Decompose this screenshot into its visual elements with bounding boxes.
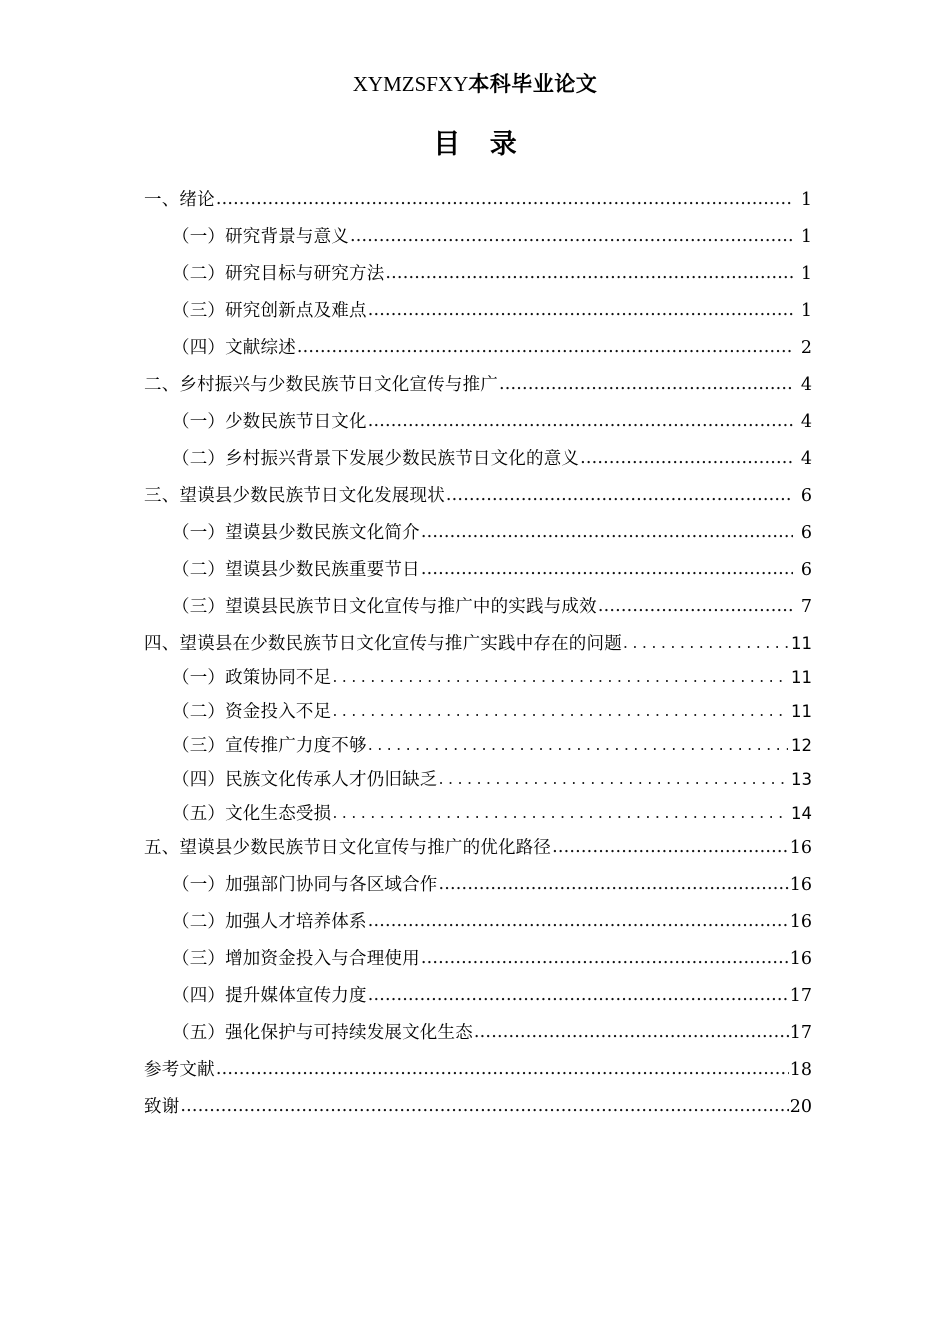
toc-page-number: 4 <box>800 449 812 469</box>
toc-entry-label: （一）政策协同不足 <box>172 668 332 688</box>
dot-leader <box>368 300 793 320</box>
toc-entry-label: （一）望谟县少数民族文化简介 <box>172 523 420 543</box>
toc-entry[interactable] <box>144 371 812 408</box>
toc-page-number: 4 <box>800 412 812 432</box>
toc-entry[interactable] <box>144 297 812 334</box>
toc-entry[interactable] <box>144 482 812 519</box>
toc-entry[interactable] <box>144 334 812 371</box>
toc-entry-label: （三）望谟县民族节日文化宣传与推广中的实践与成效 <box>172 597 597 617</box>
toc-entry[interactable] <box>144 766 812 800</box>
toc-entry[interactable] <box>144 556 812 593</box>
toc-page-number: 16 <box>789 838 812 858</box>
page-title: 目 录 <box>433 129 527 160</box>
dot-leader <box>216 1059 789 1079</box>
toc-entry-label: （一）少数民族节日文化 <box>172 412 367 432</box>
toc-entry-label: （二）加强人才培养体系 <box>172 912 367 932</box>
toc-entry[interactable] <box>144 1019 812 1056</box>
dot-leader <box>598 596 793 616</box>
toc-entry-label: （五）文化生态受损 <box>172 804 332 824</box>
toc-entry[interactable] <box>144 519 812 556</box>
toc-page-number: 20 <box>789 1097 812 1117</box>
dot-leader <box>350 226 793 246</box>
toc-entry[interactable] <box>144 982 812 1019</box>
dot-leader <box>439 769 789 788</box>
toc-entry-label: （三）宣传推广力度不够 <box>172 736 367 756</box>
toc-entry-label: （一）研究背景与意义 <box>172 227 349 247</box>
toc-entry[interactable] <box>144 732 812 766</box>
dot-leader <box>332 701 788 720</box>
toc-page-number: 1 <box>800 227 812 247</box>
toc-entry[interactable] <box>144 834 812 871</box>
toc-entry[interactable] <box>144 1056 812 1093</box>
toc-entry-label: （四）文献综述 <box>172 338 296 358</box>
toc-entry[interactable] <box>144 186 812 223</box>
dot-leader <box>368 985 789 1005</box>
toc-page-number: 13 <box>791 770 812 789</box>
toc-entry-label: （二）乡村振兴背景下发展少数民族节日文化的意义 <box>172 449 580 469</box>
toc-page-number: 1 <box>800 301 812 321</box>
dot-leader <box>421 559 793 579</box>
toc-entry[interactable] <box>144 223 812 260</box>
dot-leader <box>421 522 793 542</box>
toc-page-number: 6 <box>800 560 812 580</box>
toc-page-number: 7 <box>800 597 812 617</box>
toc-entry[interactable] <box>144 698 812 732</box>
toc-page-number: 11 <box>791 634 812 653</box>
dot-leader <box>216 189 793 209</box>
toc-entry-label: 五、望谟县少数民族节日文化宣传与推广的优化路径 <box>144 838 552 858</box>
toc-entry[interactable] <box>144 593 812 630</box>
toc-entry-label: 二、乡村振兴与少数民族节日文化宣传与推广 <box>144 375 498 395</box>
toc-entry-label: （二）望谟县少数民族重要节日 <box>172 560 420 580</box>
toc-entry[interactable] <box>144 871 812 908</box>
toc-entry-label: （二）研究目标与研究方法 <box>172 264 385 284</box>
toc-entry-label: （二）资金投入不足 <box>172 702 332 722</box>
toc-entry-label: 致谢 <box>144 1097 180 1117</box>
toc-entry-label: （四）提升媒体宣传力度 <box>172 986 367 1006</box>
toc-entry[interactable] <box>144 1093 812 1130</box>
dot-leader <box>180 1096 788 1116</box>
toc-entry-label: 四、望谟县在少数民族节日文化宣传与推广实践中存在的问题 <box>144 634 622 654</box>
dot-leader <box>623 633 788 652</box>
running-header-latin: XYMZSFXY <box>352 72 469 96</box>
dot-leader <box>385 263 793 283</box>
dot-leader <box>368 911 789 931</box>
toc-entry-label: 参考文献 <box>144 1060 215 1080</box>
toc-entry-label: 一、绪论 <box>144 190 215 210</box>
toc-page-number: 16 <box>789 912 812 932</box>
dot-leader <box>368 735 788 754</box>
toc-page-number: 14 <box>791 804 812 823</box>
running-header-cjk: 本科毕业论文 <box>468 72 598 96</box>
toc-page-number: 18 <box>789 1060 812 1080</box>
dot-leader <box>580 448 793 468</box>
toc-page-number: 17 <box>789 986 812 1006</box>
toc-page-number: 2 <box>800 338 812 358</box>
toc-page-number: 16 <box>789 875 812 895</box>
dot-leader <box>439 874 789 894</box>
toc-page-number: 6 <box>800 486 812 506</box>
toc-page-number: 11 <box>791 668 812 687</box>
dot-leader <box>332 803 788 822</box>
toc-entry[interactable] <box>144 445 812 482</box>
toc-entry-label: （一）加强部门协同与各区域合作 <box>172 875 438 895</box>
toc-page-number: 1 <box>800 190 812 210</box>
toc-entry[interactable] <box>144 408 812 445</box>
toc-entry-label: （三）研究创新点及难点 <box>172 301 367 321</box>
toc-entry-label: （五）强化保护与可持续发展文化生态 <box>172 1023 473 1043</box>
running-header <box>0 68 950 98</box>
toc-page-number: 17 <box>789 1023 812 1043</box>
toc-page-number: 16 <box>789 949 812 969</box>
dot-leader <box>446 485 793 505</box>
toc-entry-label: （三）增加资金投入与合理使用 <box>172 949 420 969</box>
toc-entry[interactable] <box>144 908 812 945</box>
dot-leader <box>297 337 793 357</box>
toc-page-number: 1 <box>800 264 812 284</box>
toc-entry[interactable] <box>144 260 812 297</box>
dot-leader <box>368 411 793 431</box>
dot-leader <box>474 1022 789 1042</box>
toc-entry[interactable] <box>144 630 812 664</box>
toc-page-number: 12 <box>791 736 812 755</box>
toc-entry-label: 三、望谟县少数民族节日文化发展现状 <box>144 486 445 506</box>
toc-entry-label: （四）民族文化传承人才仍旧缺乏 <box>172 770 438 790</box>
toc-entry[interactable] <box>144 664 812 698</box>
toc-page-number: 6 <box>800 523 812 543</box>
toc-entry[interactable] <box>144 800 812 834</box>
dot-leader <box>421 948 789 968</box>
toc-page-number: 4 <box>800 375 812 395</box>
dot-leader <box>499 374 793 394</box>
table-of-contents <box>144 186 812 1130</box>
toc-page-number: 11 <box>791 702 812 721</box>
dot-leader <box>332 667 788 686</box>
dot-leader <box>552 837 789 857</box>
toc-entry[interactable] <box>144 945 812 982</box>
